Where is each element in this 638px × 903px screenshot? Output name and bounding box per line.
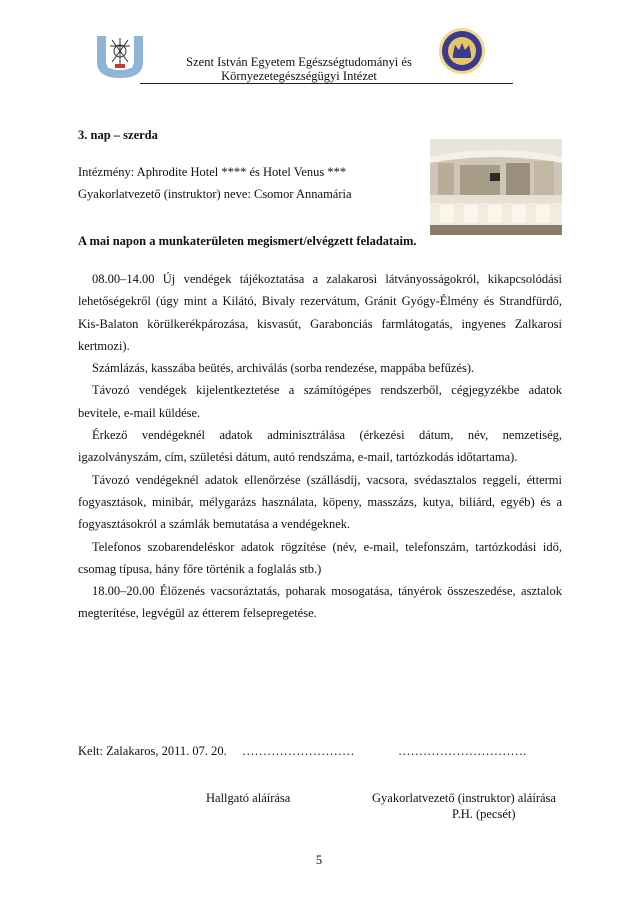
student-signature-label: Hallgató aláírása	[206, 791, 291, 805]
tasks-heading: A mai napon a munkaterületen megismert/elvégzett feladataim.	[78, 234, 417, 248]
institute-line-1: Szent István Egyetem Egészségtudományi és	[186, 55, 412, 69]
header-divider	[140, 83, 513, 84]
task-paragraph: 18.00–20.00 Élőzenés vacsoráztatás, poharak mosogatása, tányérok összeszedése, asztalok megterítése, legvégül az étterem felsepregetése.	[78, 584, 562, 621]
institute-name	[165, 55, 433, 83]
university-logo	[95, 34, 145, 80]
task-paragraph: Távozó vendégek kijelentkeztetése a számítógépes rendszerből, cégjegyzékbe adatok bevitele, e-mail küldése.	[78, 383, 562, 420]
stamp-label: P.H. (pecsét)	[452, 807, 516, 821]
instructor-signature-label: Gyakorlatvezető (instruktor) aláírása	[372, 791, 556, 805]
hotel-reception-photo	[430, 139, 562, 235]
instructor-line: Gyakorlatvezető (instruktor) neve: Csomor Annamária	[78, 187, 352, 201]
task-paragraph: 08.00–14.00 Új vendégek tájékoztatása a zalakarosi látványosságokról, kikapcsolódási lehetőségekről (úgy mint a Kilátó, Bivaly rezervátum, Gránit Gyógy-Élmény és Strandfürdő, Kis-Balaton körülkerékpározása, kisvasút, Garabonciás farmlátogatás, ingyenes Zalkarosi kertmozi).	[78, 272, 562, 353]
page-number: 5	[315, 853, 323, 867]
instructor-signature-line: ………………………….	[398, 744, 527, 758]
task-paragraph: Telefonos szobarendeléskor adatok rögzítése (név, e-mail, telefonszám, tartózkodási idő, csomag típusa, hány főre történik a foglalás stb.)	[78, 539, 562, 576]
institute-seal-icon	[436, 26, 488, 76]
institution-line: Intézmény: Aphrodite Hotel **** és Hotel Venus ***	[78, 165, 347, 179]
task-paragraph: Érkező vendégeknél adatok adminisztrálása (érkezési dátum, név, nemzetiség, igazolványszám, cím, születési dátum, autó rendszáma, e-mail, tartózkodás időtartama).	[78, 428, 562, 465]
date-place-line: Kelt: Zalakaros, 2011. 07. 20.	[78, 744, 227, 758]
institute-line-2: Környezetegészségügyi Intézet	[221, 69, 377, 83]
task-paragraph: Számlázás, kasszába beütés, archiválás (sorba rendezése, mappába befűzés).	[92, 361, 475, 376]
day-title: 3. nap – szerda	[78, 128, 158, 142]
task-list	[78, 268, 562, 625]
task-paragraph: Távozó vendégeknél adatok ellenőrzése (szállásdíj, vacsora, svédasztalos reggeli, éttermi fogyasztások, minibár, mélygarázs használata, köpeny, masszázs, kutya, biliárd, egyéb) és a fogyasztásokról a számlák bemutatása a vendégeknek.	[78, 472, 562, 532]
student-signature-line: ………………………	[242, 744, 355, 758]
